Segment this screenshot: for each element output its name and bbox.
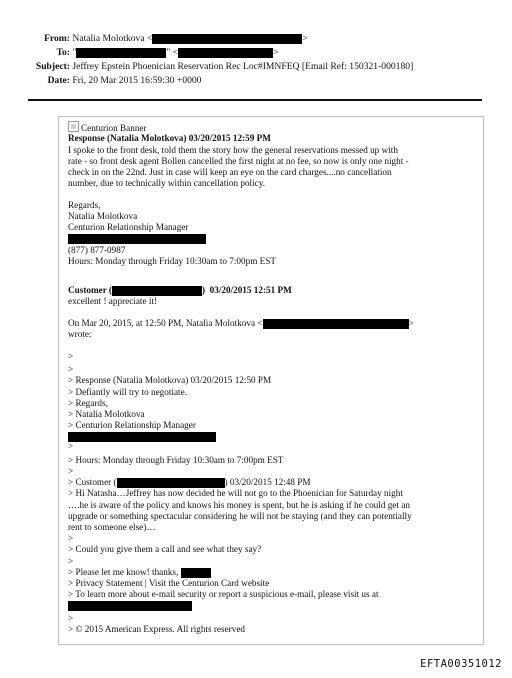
quote-wrote: wrote: bbox=[68, 329, 92, 339]
from-label: From: bbox=[44, 33, 70, 44]
header-divider bbox=[28, 99, 482, 101]
date-row bbox=[0, 75, 201, 87]
date-label: Date: bbox=[47, 75, 70, 86]
quoted-line: > Could you give them a call and see what they say? bbox=[68, 544, 262, 554]
to-q2: " < bbox=[166, 47, 179, 58]
signature-name: Natalia Molotkova bbox=[68, 211, 138, 221]
to-tail: > bbox=[273, 47, 279, 58]
quoted-customer-date: ) 03/20/2015 12:48 PM bbox=[224, 477, 311, 487]
subject-label: Subject: bbox=[35, 61, 70, 72]
redaction-bar bbox=[68, 432, 216, 442]
subject-row bbox=[0, 61, 413, 73]
customer-heading bbox=[68, 285, 292, 296]
redaction-bar bbox=[181, 568, 211, 578]
redaction-bar bbox=[178, 48, 273, 58]
quoted-line: > Hours: Monday through Friday 10:30am to 7:00pm EST bbox=[68, 455, 284, 465]
quoted-line: > bbox=[68, 364, 74, 374]
redaction-row bbox=[68, 600, 192, 611]
to-row bbox=[0, 47, 278, 59]
redaction-bar bbox=[117, 478, 225, 488]
signature-title: Centurion Relationship Manager bbox=[68, 222, 189, 232]
document-id: EFTA00351012 bbox=[420, 658, 502, 670]
quoted-line: > Hi Natasha…Jeffrey has now decided he will not go to the Phoenician for Saturday night bbox=[68, 488, 403, 498]
banner-alt-text: Centurion Banner bbox=[81, 123, 147, 133]
quoted-line: > bbox=[68, 556, 74, 566]
customer-close: ) bbox=[201, 285, 206, 295]
to-label: To: bbox=[56, 47, 70, 58]
redaction-bar bbox=[263, 319, 409, 329]
redaction-bar bbox=[68, 234, 206, 244]
regards: Regards, bbox=[68, 200, 101, 210]
redaction-bar bbox=[76, 48, 166, 58]
quoted-line: > bbox=[68, 466, 74, 476]
quote-intro-text: On Mar 20, 2015, at 12:50 PM, Natalia Molotkova < bbox=[68, 318, 263, 328]
from-value: Natalia Molotkova < bbox=[72, 33, 153, 44]
quote-intro bbox=[68, 318, 414, 329]
quoted-thanks-line bbox=[68, 567, 211, 578]
quoted-line: > Privacy Statement | Visit the Centurion Card website bbox=[68, 578, 270, 588]
quoted-line: > Centurion Relationship Manager bbox=[68, 420, 196, 430]
response1-line: I spoke to the front desk, told them the story how the general reservations messed up with bbox=[68, 145, 398, 155]
redaction-bar bbox=[152, 34, 302, 44]
quoted-line: > Response (Natalia Molotkova) 03/20/2015 12:50 PM bbox=[68, 375, 272, 385]
subject-value: Jeffrey Epstein Phoenician Reservation Rec Loc#IMNFEQ [Email Ref: 150321-000180] bbox=[72, 61, 414, 72]
quoted-customer-label: > Customer ( bbox=[68, 477, 117, 487]
quoted-line: > Regards, bbox=[68, 398, 108, 408]
office-hours: Hours: Monday through Friday 10:30am to 7:00pm EST bbox=[68, 256, 276, 266]
quote-intro-tail: > bbox=[408, 318, 414, 328]
quoted-line: ….he is aware of the policy and knows his money is spent, but he is asking if he could get an bbox=[68, 500, 410, 510]
redaction-row bbox=[68, 431, 216, 442]
response1-line: number, due to technically within cancellation policy. bbox=[68, 178, 266, 188]
response1-heading: Response (Natalia Molotkova) 03/20/2015 12:59 PM bbox=[68, 133, 271, 143]
redaction-bar bbox=[68, 601, 192, 611]
customer-message: excellent ! appreciate it! bbox=[68, 296, 158, 306]
quoted-line: > bbox=[68, 441, 74, 451]
quoted-line: > bbox=[68, 351, 74, 361]
broken-image-icon bbox=[68, 121, 79, 132]
quoted-line: > Defiantly will try to negotiate. bbox=[68, 387, 187, 397]
date-value: Fri, 20 Mar 2015 16:59:30 +0000 bbox=[72, 75, 202, 86]
quoted-line: > Natalia Molotkova bbox=[68, 409, 145, 419]
quoted-line: rent to someone else)… bbox=[68, 522, 156, 532]
from-row bbox=[0, 33, 308, 45]
customer-label: Customer ( bbox=[68, 285, 112, 295]
response1-line: check in on the 22nd. Just in case will keep an eye on the card charges....no cancellation bbox=[68, 167, 392, 177]
phone-number: (877) 877-0987 bbox=[68, 245, 126, 255]
quoted-line: > bbox=[68, 533, 74, 543]
quoted-line: > © 2015 American Express. All rights reserved bbox=[68, 624, 245, 634]
quoted-line: > To learn more about e-mail security or report a suspicious e-mail, please visit us at bbox=[68, 589, 379, 599]
quoted-line: > bbox=[68, 613, 74, 623]
response1-line: rate - so front desk agent Bollen cancelled the first night at no fee, so now is only one night - bbox=[68, 156, 409, 166]
quoted-line: upgrade or something spectacular considering he will not be staying (and they can potentially bbox=[68, 511, 412, 521]
quoted-customer-line bbox=[68, 477, 311, 488]
redaction-row bbox=[68, 233, 206, 244]
redaction-bar bbox=[112, 286, 202, 296]
from-tail: > bbox=[302, 33, 308, 44]
customer-date: 03/20/2015 12:51 PM bbox=[209, 285, 292, 295]
to-q1: " bbox=[72, 47, 77, 58]
quoted-thanks-text: > Please let me know! thanks, bbox=[68, 567, 179, 577]
